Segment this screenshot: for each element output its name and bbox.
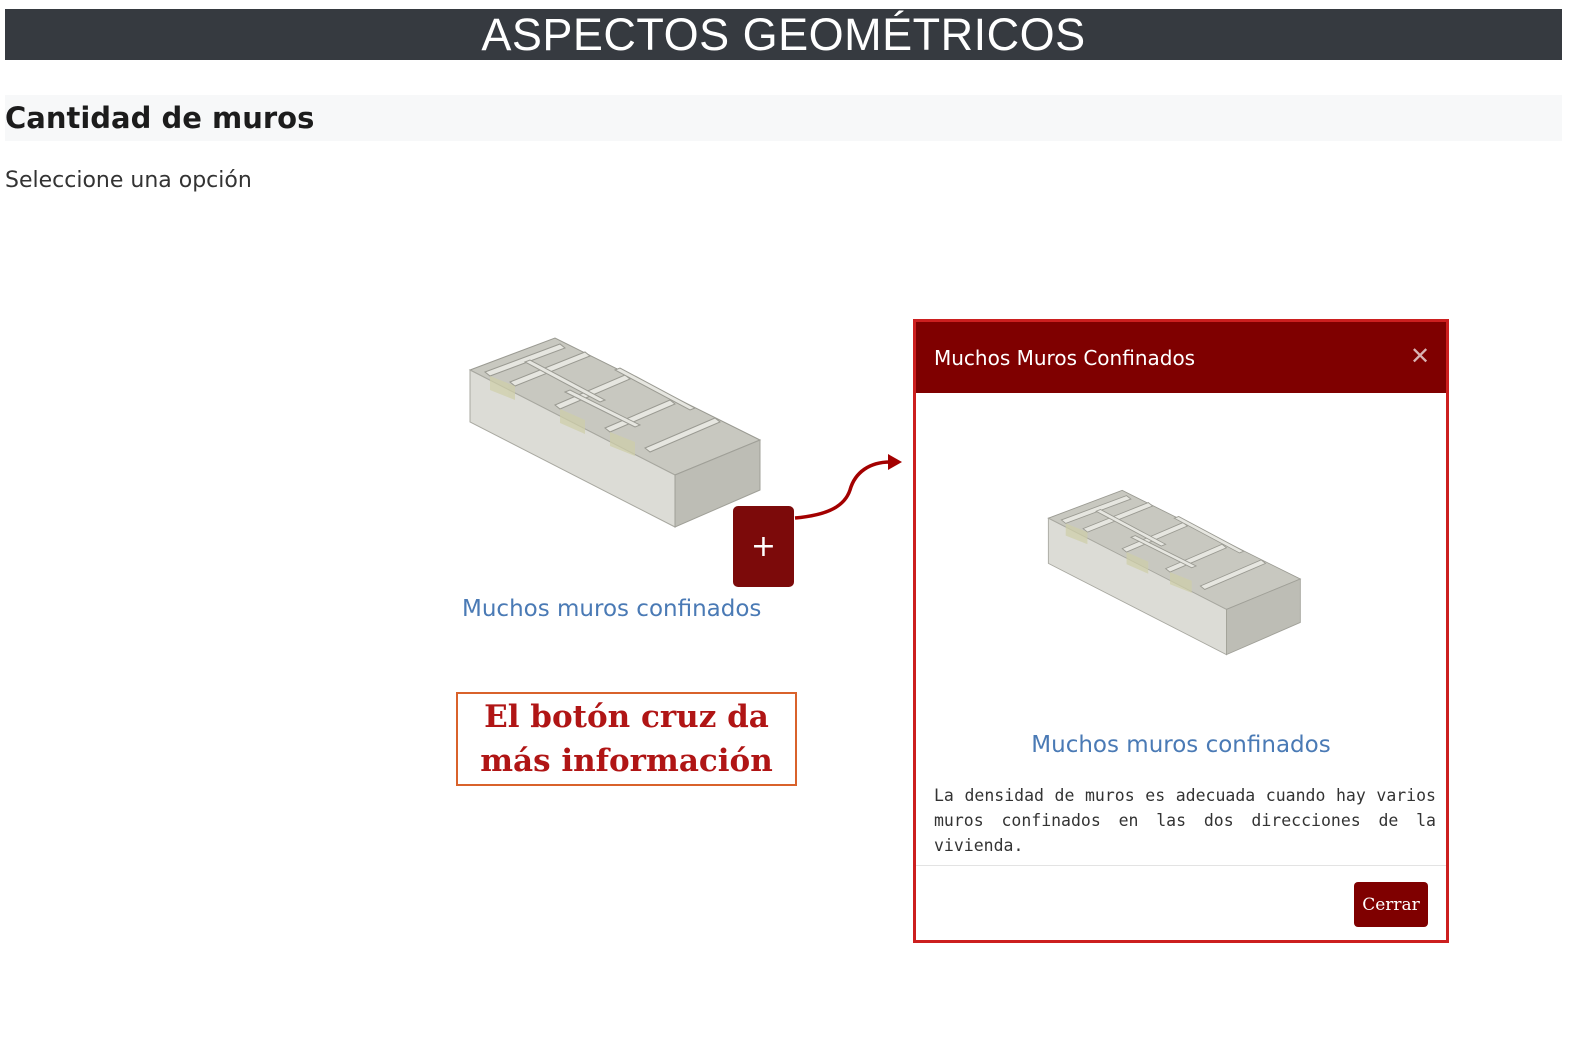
page-title-bar — [5, 9, 1562, 60]
arrow-icon — [790, 450, 905, 525]
close-icon[interactable]: ✕ — [1409, 342, 1431, 370]
modal-description: La densidad de muros es adecuada cuando hay varios muros confinados en las dos direcciones de la vivienda. — [934, 786, 1436, 855]
callout-box — [456, 692, 797, 786]
section-header — [5, 95, 1562, 141]
more-info-button[interactable] — [733, 506, 794, 587]
plus-icon: + — [750, 529, 777, 564]
modal-option-label: Muchos muros confinados — [1031, 732, 1331, 758]
option-label[interactable]: Muchos muros confinados — [462, 596, 762, 622]
callout-line-1: El botón cruz da — [484, 699, 769, 735]
info-modal — [913, 319, 1449, 943]
modal-header — [916, 322, 1446, 393]
callout-line-2: más información — [480, 743, 773, 779]
modal-divider — [916, 865, 1446, 866]
instruction-text: Seleccione una opción — [5, 168, 252, 193]
confined-walls-image — [465, 330, 770, 535]
page-title: ASPECTOS GEOMÉTRICOS — [481, 8, 1086, 60]
close-button[interactable]: Cerrar — [1354, 882, 1428, 927]
confined-walls-image — [1044, 480, 1309, 665]
section-title: Cantidad de muros — [5, 101, 315, 135]
modal-title: Muchos Muros Confinados — [934, 345, 1196, 370]
